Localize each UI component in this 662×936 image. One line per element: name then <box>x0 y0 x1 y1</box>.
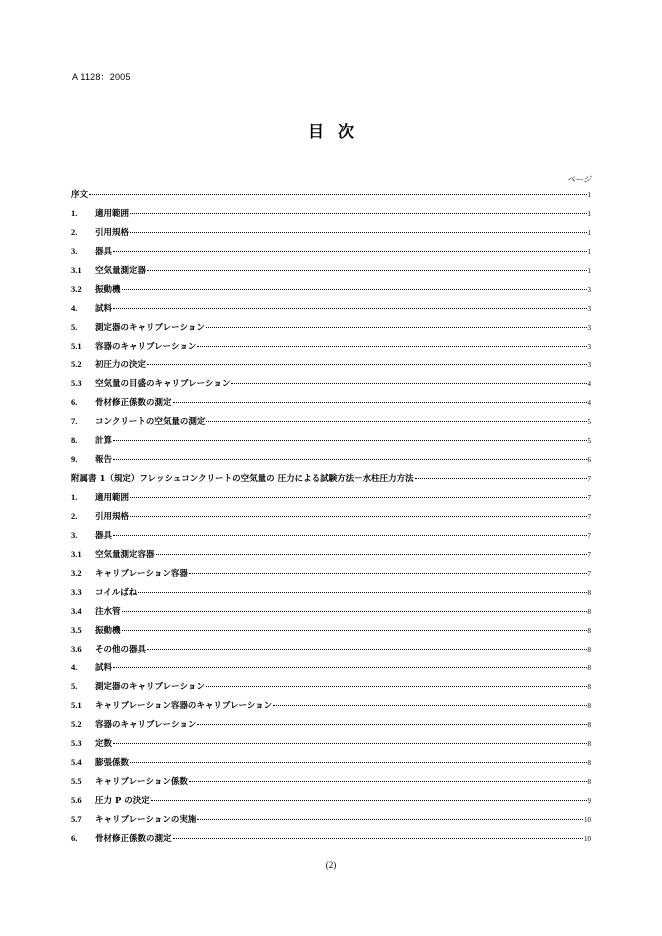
toc-dot-leader <box>130 232 586 233</box>
page-title: 目次 <box>307 122 368 141</box>
toc-dot-leader <box>151 800 587 801</box>
toc-entry-label: 空気量測定容器 <box>95 549 155 560</box>
toc-entry-label: 適用範囲 <box>95 208 130 219</box>
toc-entry[interactable] <box>71 775 591 794</box>
toc-dot-leader <box>113 667 586 668</box>
toc-entry[interactable] <box>71 548 591 567</box>
toc-entry-label: キャリブレーションの実施 <box>95 814 197 825</box>
toc-entry[interactable] <box>71 718 591 737</box>
toc-entry-number: 4. <box>71 302 78 313</box>
document-id: A 1128：2005 <box>72 72 131 82</box>
toc-entry[interactable] <box>71 661 591 680</box>
toc-entry[interactable] <box>71 794 591 813</box>
toc-entry-page: 8 <box>587 588 591 597</box>
toc-dot-leader <box>113 251 586 252</box>
toc-entry-label: その他の器具 <box>95 644 147 655</box>
table-of-contents <box>71 188 591 851</box>
toc-entry-number: 5.7 <box>71 813 82 824</box>
toc-entry-label: 引用規格 <box>95 227 130 238</box>
toc-entry-label: 測定器のキャリブレーション <box>95 322 205 333</box>
toc-entry-page: 1 <box>587 247 591 256</box>
toc-dot-leader <box>113 743 586 744</box>
toc-entry-page: 3 <box>587 342 591 351</box>
toc-entry[interactable] <box>71 453 591 472</box>
toc-entry-number: 5. <box>71 681 78 692</box>
toc-entry-page: 8 <box>587 721 591 730</box>
toc-entry-page: 1 <box>587 228 591 237</box>
toc-entry[interactable] <box>71 491 591 510</box>
toc-entry-label: 空気量の目盛のキャリブレーション <box>95 379 231 390</box>
toc-entry-number: 8. <box>71 435 78 446</box>
toc-dot-leader <box>273 705 586 706</box>
toc-entry-page: 9 <box>587 797 591 805</box>
toc-entry-label: 試料 <box>95 303 113 314</box>
toc-entry-page: 7 <box>587 494 591 502</box>
toc-entry-label: 初圧力の決定 <box>95 360 147 371</box>
toc-entry[interactable] <box>71 624 591 643</box>
toc-dot-leader <box>130 516 586 517</box>
toc-entry-label: コイルばね <box>95 587 138 598</box>
toc-entry-page: 3 <box>587 323 591 332</box>
toc-dot-leader <box>113 535 586 536</box>
toc-entry-page: 7 <box>587 531 591 540</box>
toc-entry[interactable] <box>71 643 591 662</box>
toc-entry-page: 8 <box>587 626 591 635</box>
toc-entry-label: キャリブレーション容器のキャリブレーション <box>95 701 273 712</box>
toc-entry-label: キャリブレーション係数 <box>95 777 188 788</box>
toc-entry-number: 3. <box>71 245 78 256</box>
toc-dot-leader <box>147 270 586 271</box>
toc-entry[interactable] <box>71 813 591 832</box>
toc-entry-page: 7 <box>587 569 591 578</box>
toc-entry-page: 8 <box>587 740 591 749</box>
toc-entry-label: 計算 <box>95 436 113 447</box>
toc-entry-number: 5.6 <box>71 795 82 805</box>
toc-entry[interactable] <box>71 226 591 245</box>
toc-entry[interactable] <box>71 340 591 359</box>
toc-entry-label: 注水管 <box>95 606 121 617</box>
toc-entry[interactable] <box>71 358 591 377</box>
toc-entry-number: 5.2 <box>71 719 82 730</box>
toc-entry-label: 容器のキャリブレーション <box>95 341 197 352</box>
toc-entry-label: 報告 <box>95 455 113 466</box>
toc-dot-leader <box>147 649 586 650</box>
page-number: (2) <box>325 860 337 870</box>
toc-entry-page: 4 <box>587 380 591 389</box>
toc-entry-number: 5.3 <box>71 738 82 749</box>
toc-dot-leader <box>206 686 587 687</box>
toc-entry-label: 振動機 <box>95 284 121 295</box>
toc-entry-page: 1 <box>587 209 591 218</box>
toc-entry[interactable] <box>71 415 591 434</box>
toc-entry[interactable] <box>71 245 591 264</box>
toc-entry-page: 10 <box>584 815 591 824</box>
toc-dot-leader <box>197 819 583 820</box>
toc-entry-number: 5.3 <box>71 378 82 389</box>
toc-entry-page: 8 <box>587 607 591 616</box>
toc-entry-page: 1 <box>587 191 591 199</box>
toc-entry[interactable] <box>71 472 591 491</box>
toc-entry-number: 2. <box>71 510 78 521</box>
toc-entry-number: 1. <box>71 207 78 218</box>
toc-entry-page: 5 <box>587 418 591 427</box>
toc-entry-label: 引用規格 <box>95 511 130 522</box>
toc-entry-number: 5.1 <box>71 340 82 351</box>
toc-entry-number: 5.2 <box>71 359 82 370</box>
toc-entry[interactable] <box>71 756 591 775</box>
toc-entry-label: 序文 <box>71 190 89 200</box>
toc-entry-page: 1 <box>587 266 591 275</box>
toc-entry-number: 3.5 <box>71 624 82 635</box>
toc-dot-leader <box>173 838 583 839</box>
toc-entry-number: 6. <box>71 832 78 843</box>
toc-entry-page: 3 <box>587 285 591 294</box>
toc-entry-label: 容器のキャリブレーション <box>95 720 197 731</box>
toc-entry-number: 3.2 <box>71 567 82 578</box>
toc-entry-number: 5.4 <box>71 757 82 768</box>
toc-entry-page: 3 <box>587 304 591 313</box>
toc-entry[interactable] <box>71 377 591 396</box>
toc-dot-leader <box>197 724 586 725</box>
toc-dot-leader <box>206 327 587 328</box>
toc-dot-leader <box>197 346 586 347</box>
toc-dot-leader <box>156 554 587 555</box>
toc-entry[interactable] <box>71 302 591 321</box>
toc-entry-label: 適用範囲 <box>95 493 130 503</box>
toc-dot-leader <box>113 440 586 441</box>
toc-entry-label: 膨張係数 <box>95 758 130 769</box>
toc-entry-page: 8 <box>587 778 591 787</box>
toc-entry-page: 10 <box>584 834 591 843</box>
toc-entry-page: 7 <box>587 550 591 559</box>
toc-entry-number: 5.5 <box>71 776 82 787</box>
toc-entry-number: 3.3 <box>71 586 82 597</box>
toc-entry-label: コンクリートの空気量の測定 <box>95 417 206 428</box>
toc-entry[interactable] <box>71 396 591 415</box>
toc-entry-page: 7 <box>587 475 591 484</box>
toc-entry[interactable] <box>71 567 591 586</box>
toc-entry-page: 3 <box>587 361 591 370</box>
toc-entry[interactable] <box>71 605 591 624</box>
toc-dot-leader <box>130 497 586 498</box>
toc-dot-leader <box>122 630 587 631</box>
toc-entry-label: 附属書 1（規定）フレッシュコンクリートの空気量の 圧力による試験方法－水柱圧力方法 <box>71 474 414 485</box>
toc-entry-page: 8 <box>587 683 591 692</box>
toc-entry-page: 8 <box>587 759 591 768</box>
toc-entry[interactable] <box>71 586 591 605</box>
toc-entry[interactable] <box>71 283 591 302</box>
toc-entry-label: 定数 <box>95 739 113 750</box>
toc-entry-page: 4 <box>587 399 591 408</box>
toc-entry[interactable] <box>71 434 591 453</box>
toc-entry[interactable] <box>71 529 591 548</box>
toc-entry-label: 試料 <box>95 663 113 674</box>
toc-entry[interactable] <box>71 832 591 851</box>
toc-entry-number: 3.4 <box>71 605 82 616</box>
toc-dot-leader <box>189 781 587 782</box>
toc-entry-page: 5 <box>587 437 591 446</box>
toc-entry-label: キャリブレーション容器 <box>95 568 188 579</box>
toc-entry-number: 5. <box>71 321 78 332</box>
toc-dot-leader <box>173 402 587 403</box>
toc-entry[interactable] <box>71 737 591 756</box>
toc-entry-page: 6 <box>587 456 591 465</box>
toc-entry-number: 2. <box>71 226 78 237</box>
toc-entry-number: 5.1 <box>71 700 82 711</box>
toc-entry-label: 骨材修正係数の測定 <box>95 833 172 844</box>
toc-dot-leader <box>130 213 586 214</box>
toc-entry-label: 圧力 P の決定 <box>95 796 150 806</box>
toc-entry[interactable] <box>71 264 591 283</box>
toc-entry-label: 測定器のキャリブレーション <box>95 682 205 693</box>
toc-dot-leader <box>147 364 586 365</box>
toc-entry-label: 器具 <box>95 246 113 257</box>
toc-entry-number: 4. <box>71 662 78 673</box>
toc-entry[interactable] <box>71 207 591 226</box>
toc-dot-leader <box>89 194 586 195</box>
toc-entry-label: 振動機 <box>95 625 121 636</box>
toc-entry-page: 8 <box>587 664 591 673</box>
toc-dot-leader <box>415 478 587 479</box>
toc-entry[interactable] <box>71 699 591 718</box>
toc-entry[interactable] <box>71 321 591 340</box>
toc-entry-label: 器具 <box>95 530 113 541</box>
toc-dot-leader <box>206 421 586 422</box>
toc-entry-number: 7. <box>71 416 78 427</box>
toc-entry-number: 1. <box>71 492 78 502</box>
toc-entry-number: 9. <box>71 454 78 465</box>
toc-entry-number: 6. <box>71 397 78 408</box>
toc-entry-page: 8 <box>587 645 591 654</box>
toc-entry[interactable] <box>71 188 591 207</box>
toc-entry-number: 3. <box>71 529 78 540</box>
toc-entry-number: 3.1 <box>71 548 82 559</box>
toc-dot-leader <box>113 459 586 460</box>
toc-entry-number: 3.6 <box>71 643 82 654</box>
toc-dot-leader <box>113 308 586 309</box>
toc-entry-page: 8 <box>587 702 591 711</box>
toc-entry-page: 7 <box>587 512 591 521</box>
toc-dot-leader <box>122 611 587 612</box>
page-column-label: ページ <box>567 175 591 184</box>
toc-entry-number: 3.2 <box>71 283 82 294</box>
toc-dot-leader <box>138 592 586 593</box>
toc-dot-leader <box>189 573 587 574</box>
toc-entry-label: 骨材修正係数の測定 <box>95 398 172 409</box>
toc-entry[interactable] <box>71 510 591 529</box>
toc-dot-leader <box>122 289 587 290</box>
toc-entry-number: 3.1 <box>71 264 82 275</box>
toc-dot-leader <box>231 383 586 384</box>
toc-entry-label: 空気量測定器 <box>95 265 147 276</box>
toc-entry[interactable] <box>71 680 591 699</box>
toc-dot-leader <box>130 762 586 763</box>
